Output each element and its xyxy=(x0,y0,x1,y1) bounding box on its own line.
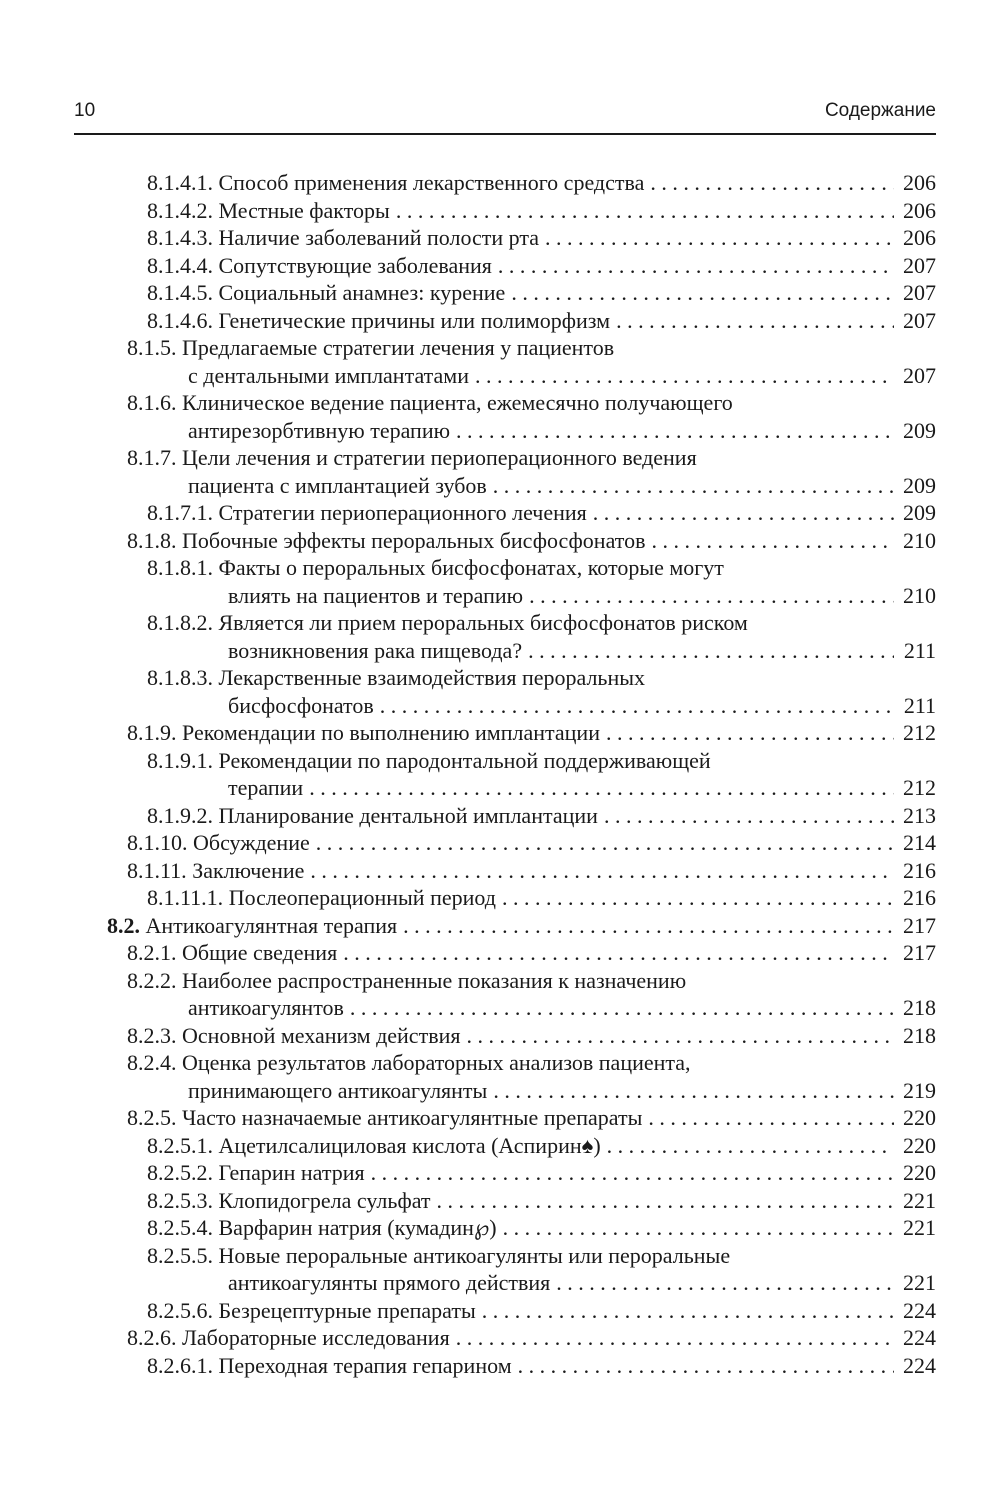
toc-entry-number: 8.1.8.1. xyxy=(147,555,213,580)
dot-leader xyxy=(498,252,894,280)
dot-leader xyxy=(380,692,894,720)
toc-entry-number: 8.1.4.3. xyxy=(147,225,213,250)
toc-entry-title: Местные факторы xyxy=(218,197,390,223)
toc-entry-number: 8.1.8. xyxy=(127,527,177,553)
toc-entry-title: Рекомендации по выполнению имплантации xyxy=(182,720,600,745)
toc-entry[interactable] xyxy=(74,252,936,280)
dot-leader xyxy=(310,857,894,885)
dot-leader xyxy=(545,224,894,252)
toc-page-number: 209 xyxy=(903,417,936,443)
toc-entry-number: 8.1.5. xyxy=(127,335,177,360)
toc-entry[interactable] xyxy=(74,802,936,830)
dot-leader xyxy=(607,1132,894,1160)
toc-entry-number: 8.2.5.6. xyxy=(147,1297,213,1323)
table-of-contents xyxy=(74,169,936,1379)
toc-page-number: 207 xyxy=(903,280,936,305)
toc-entry[interactable] xyxy=(74,1022,936,1050)
toc-entry-number: 8.1.7.1. xyxy=(147,500,213,525)
toc-entry[interactable] xyxy=(74,197,936,225)
toc-entry-number: 8.1.9.2. xyxy=(147,802,213,828)
toc-entry-title: Антикоагулянтная терапия xyxy=(145,912,398,938)
dot-leader xyxy=(518,1352,894,1380)
toc-page-number: 209 xyxy=(903,472,936,498)
dot-leader xyxy=(593,499,894,527)
toc-entry-title: Лекарственные взаимодействия пероральных xyxy=(218,665,646,690)
toc-entry[interactable] xyxy=(74,664,936,719)
dot-leader xyxy=(606,719,894,747)
toc-entry-number: 8.2.5.1. xyxy=(147,1132,213,1158)
toc-page-number: 207 xyxy=(903,252,936,278)
toc-entry[interactable] xyxy=(74,499,936,527)
toc-page-number: 209 xyxy=(903,500,936,525)
toc-entry[interactable] xyxy=(74,389,936,444)
toc-page-number: 206 xyxy=(903,170,936,195)
toc-entry-number: 8.2.1. xyxy=(127,940,177,965)
toc-entry[interactable] xyxy=(74,829,936,857)
toc-entry-number: 8.1.8.3. xyxy=(147,665,213,690)
toc-entry-number: 8.2.6. xyxy=(127,1325,177,1350)
toc-entry-title: Факты о пероральных бисфосфонатах, которые могут xyxy=(218,555,724,580)
toc-entry-number: 8.1.4.2. xyxy=(147,197,213,223)
toc-entry-title: Стратегии периоперационного лечения xyxy=(218,500,587,525)
toc-entry-title: Общие сведения xyxy=(182,940,338,965)
dot-leader xyxy=(616,307,894,335)
dot-leader xyxy=(371,1159,894,1187)
toc-entry[interactable] xyxy=(74,224,936,252)
toc-page-number: 212 xyxy=(903,775,936,800)
toc-page-number: 217 xyxy=(903,912,936,938)
toc-entry-title: бисфосфонатов xyxy=(228,692,374,718)
dot-leader xyxy=(650,169,894,197)
page-number: 10 xyxy=(74,100,96,121)
toc-entry-title: Сопутствующие заболевания xyxy=(218,252,492,278)
toc-entry-number: 8.2.4. xyxy=(127,1050,177,1075)
dot-leader xyxy=(482,1297,894,1325)
page-header xyxy=(74,100,936,130)
toc-entry[interactable] xyxy=(74,1324,936,1352)
toc-entry-title: Наиболее распространенные показания к назначению xyxy=(182,967,687,993)
toc-page-number: 220 xyxy=(903,1160,936,1185)
toc-page-number: 219 xyxy=(903,1077,936,1103)
toc-entry-number: 8.1.6. xyxy=(127,390,177,415)
toc-page-number: 224 xyxy=(903,1297,936,1323)
toc-entry-title: Наличие заболеваний полости рта xyxy=(218,225,540,250)
toc-entry-number: 8.2.6.1. xyxy=(147,1352,213,1378)
toc-entry-number: 8.2.5.3. xyxy=(147,1187,213,1213)
toc-entry-title: антикоагулянты прямого действия xyxy=(228,1270,551,1295)
toc-entry-title: антирезорбтивную терапию xyxy=(188,417,451,443)
toc-page-number: 213 xyxy=(903,802,936,828)
dot-leader xyxy=(493,1077,894,1105)
toc-page-number: 211 xyxy=(903,692,936,718)
toc-entry-title: принимающего антикоагулянты xyxy=(188,1077,488,1103)
toc-entry-title: Гепарин натрия xyxy=(218,1160,365,1185)
toc-entry[interactable] xyxy=(74,719,936,747)
toc-entry[interactable] xyxy=(74,1187,936,1215)
toc-page-number: 221 xyxy=(903,1270,936,1295)
toc-entry[interactable] xyxy=(74,554,936,609)
dot-leader xyxy=(350,994,894,1022)
toc-page-number: 224 xyxy=(903,1325,936,1350)
toc-entry-number: 8.1.4.4. xyxy=(147,252,213,278)
dot-leader xyxy=(316,829,894,857)
toc-page-number: 216 xyxy=(903,857,936,883)
toc-entry-number: 8.1.4.6. xyxy=(147,307,213,333)
toc-entry[interactable] xyxy=(74,1352,936,1380)
dot-leader xyxy=(493,472,894,500)
toc-entry-number: 8.2.3. xyxy=(127,1022,177,1048)
toc-entry[interactable] xyxy=(74,527,936,555)
dot-leader xyxy=(511,279,894,307)
toc-entry[interactable] xyxy=(74,1049,936,1104)
toc-entry-title: Генетические причины или полиморфизм xyxy=(218,307,611,333)
toc-entry-title: Клопидогрела сульфат xyxy=(218,1187,431,1213)
toc-page-number: 211 xyxy=(903,637,936,663)
toc-entry-title: Способ применения лекарственного средства xyxy=(218,170,645,195)
dot-leader xyxy=(556,1269,894,1297)
toc-entry-number: 8.1.4.1. xyxy=(147,170,213,195)
toc-entry-number: 8.1.8.2. xyxy=(147,610,213,635)
toc-entry-number: 8.1.9.1. xyxy=(147,747,213,773)
toc-entry-title: антикоагулянтов xyxy=(188,995,344,1020)
toc-page-number: 221 xyxy=(903,1187,936,1213)
toc-entry-title: Обсуждение xyxy=(193,830,310,855)
toc-entry-title: Планирование дентальной имплантации xyxy=(218,802,598,828)
toc-page-number: 218 xyxy=(903,995,936,1020)
dot-leader xyxy=(651,527,894,555)
toc-entry[interactable] xyxy=(74,912,936,940)
dot-leader xyxy=(396,197,894,225)
toc-entry-title: Рекомендации по пародонтальной поддерживающей xyxy=(218,747,711,773)
toc-page-number: 206 xyxy=(903,225,936,250)
toc-entry[interactable] xyxy=(74,609,936,664)
toc-entry[interactable] xyxy=(74,169,936,197)
toc-entry[interactable] xyxy=(74,444,936,499)
toc-entry-number: 8.2.2. xyxy=(127,967,177,993)
toc-entry-number: 8.2. xyxy=(107,912,140,938)
toc-entry[interactable] xyxy=(74,1242,936,1297)
toc-entry-title: Оценка результатов лабораторных анализов пациента, xyxy=(182,1050,691,1075)
dot-leader xyxy=(648,1104,894,1132)
toc-entry-title: Послеоперационный период xyxy=(228,885,496,910)
toc-entry-number: 8.1.4.5. xyxy=(147,280,213,305)
dot-leader xyxy=(343,939,894,967)
toc-entry-number: 8.2.5.4. xyxy=(147,1215,213,1240)
toc-page-number: 220 xyxy=(903,1105,936,1130)
dot-leader xyxy=(528,637,894,665)
toc-page-number: 207 xyxy=(903,362,936,388)
toc-entry-number: 8.1.11. xyxy=(127,857,187,883)
toc-entry-title: Предлагаемые стратегии лечения у пациентов xyxy=(182,335,615,360)
toc-entry-title: с дентальными имплантатами xyxy=(188,362,470,388)
toc-page-number: 210 xyxy=(903,582,936,608)
toc-page-number: 217 xyxy=(903,940,936,965)
dot-leader xyxy=(502,884,894,912)
toc-entry-title: Клиническое ведение пациента, ежемесячно получающего xyxy=(182,390,733,415)
dot-leader xyxy=(456,417,894,445)
toc-entry-number: 8.1.9. xyxy=(127,720,177,745)
toc-entry[interactable] xyxy=(74,857,936,885)
toc-page-number: 210 xyxy=(903,527,936,553)
toc-page-number: 207 xyxy=(903,307,936,333)
dot-leader xyxy=(503,1214,894,1242)
toc-entry-number: 8.2.5. xyxy=(127,1105,177,1130)
toc-entry[interactable] xyxy=(74,939,936,967)
toc-page-number: 212 xyxy=(903,720,936,745)
toc-entry-title: возникновения рака пищевода? xyxy=(228,637,523,663)
toc-page-number: 218 xyxy=(903,1022,936,1048)
toc-entry-title: Часто назначаемые антикоагулянтные препараты xyxy=(182,1105,643,1130)
toc-entry-title: Безрецептурные препараты xyxy=(218,1297,476,1323)
toc-entry[interactable] xyxy=(74,334,936,389)
toc-entry[interactable] xyxy=(74,1214,936,1242)
toc-entry-title: Является ли прием пероральных бисфосфонатов риском xyxy=(218,610,748,635)
header-divider xyxy=(74,133,936,135)
toc-page-number: 216 xyxy=(903,885,936,910)
toc-entry-number: 8.2.5.2. xyxy=(147,1160,213,1185)
toc-entry-title: Лабораторные исследования xyxy=(182,1325,450,1350)
toc-entry-title: пациента с имплантацией зубов xyxy=(188,472,487,498)
toc-entry-title: Новые пероральные антикоагулянты или пероральные xyxy=(218,1242,731,1268)
toc-entry-number: 8.1.11.1. xyxy=(147,885,224,910)
dot-leader xyxy=(466,1022,894,1050)
toc-entry-title: Цели лечения и стратегии периоперационного ведения xyxy=(182,445,697,470)
dot-leader xyxy=(475,362,894,390)
toc-entry[interactable] xyxy=(74,1297,936,1325)
toc-entry-title: Социальный анамнез: курение xyxy=(218,280,506,305)
dot-leader xyxy=(529,582,894,610)
toc-entry-title: влиять на пациентов и терапию xyxy=(228,582,524,608)
toc-entry[interactable] xyxy=(74,967,936,1022)
toc-page-number: 220 xyxy=(903,1132,936,1158)
toc-entry-number: 8.2.5.5. xyxy=(147,1242,213,1268)
dot-leader xyxy=(604,802,894,830)
toc-entry-number: 8.1.7. xyxy=(127,445,177,470)
dot-leader xyxy=(309,774,894,802)
toc-entry[interactable] xyxy=(74,747,936,802)
toc-entry[interactable] xyxy=(74,1132,936,1160)
toc-page-number: 206 xyxy=(903,197,936,223)
toc-entry[interactable] xyxy=(74,307,936,335)
toc-entry-title: Варфарин натрия (кумадин℘) xyxy=(218,1215,497,1240)
dot-leader xyxy=(403,912,894,940)
toc-page-number: 224 xyxy=(903,1352,936,1378)
toc-entry-title: Ацетилсалициловая кислота (Аспирин♠) xyxy=(218,1132,601,1158)
toc-entry[interactable] xyxy=(74,1159,936,1187)
toc-entry-title: Заключение xyxy=(192,857,305,883)
toc-entry-number: 8.1.10. xyxy=(127,830,188,855)
toc-entry-title: Переходная терапия гепарином xyxy=(218,1352,512,1378)
dot-leader xyxy=(456,1324,894,1352)
dot-leader xyxy=(437,1187,894,1215)
toc-entry[interactable] xyxy=(74,279,936,307)
toc-page-number: 221 xyxy=(903,1215,936,1240)
toc-entry-title: Побочные эффекты пероральных бисфосфонатов xyxy=(182,527,646,553)
toc-entry-title: Основной механизм действия xyxy=(182,1022,461,1048)
toc-entry-title: терапии xyxy=(228,775,304,800)
toc-entry[interactable] xyxy=(74,1104,936,1132)
running-title: Содержание xyxy=(824,100,936,121)
toc-page-number: 214 xyxy=(903,830,936,855)
toc-entry[interactable] xyxy=(74,884,936,912)
